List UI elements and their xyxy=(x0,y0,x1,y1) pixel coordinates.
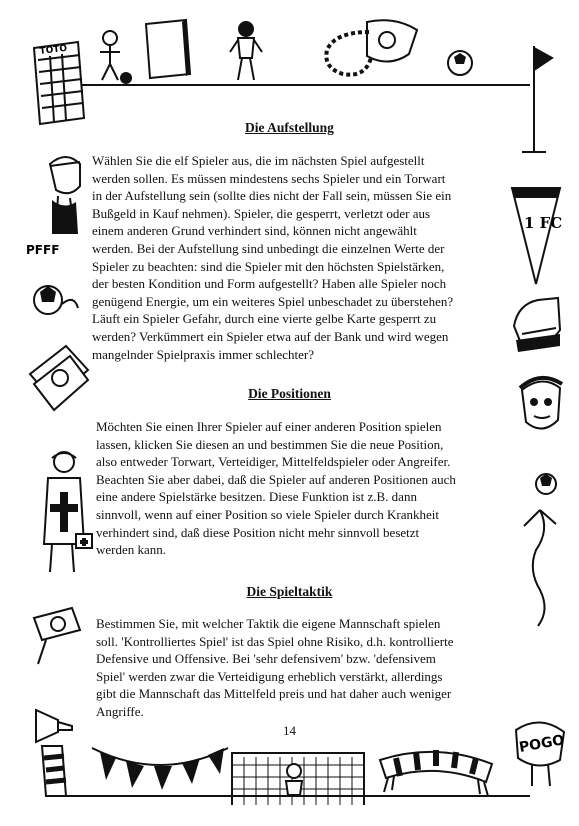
pogo-label: POGO xyxy=(517,732,566,756)
red-card-icon xyxy=(142,18,194,80)
text-line: mangelnder Spielpraxis immer schlechter? xyxy=(92,346,315,362)
scarf-icon xyxy=(376,742,496,806)
medic-icon xyxy=(36,448,96,578)
section-title-positionen: Die Positionen xyxy=(248,386,331,401)
text-line: werden? Verkümmert ein Spieler etwa auf der Bank und wird wegen xyxy=(92,328,449,344)
text-line: Bußgeld in Kauf nehmen). Spieler, die gesperrt, verletzt oder aus xyxy=(92,205,431,221)
corner-flag-icon xyxy=(518,40,558,160)
text-line: eine andere Spielstärke besitzen. Diese Funktion ist z.B. dann xyxy=(96,489,417,505)
whistle-icon xyxy=(305,12,425,84)
text-line: soll. 'Kontrolliertes Spiel' ist das Spiel ohne Risiko, d.h. kontrollierte xyxy=(96,633,454,649)
pogo-sign-icon xyxy=(510,690,570,790)
section-title-spieltaktik: Die Spieltaktik xyxy=(246,584,333,599)
pennant-icon xyxy=(508,180,564,290)
text-line: Spiel' werden zwar die Verteidigung erheblich verstärkt, allerdings xyxy=(96,668,443,684)
toto-slip-icon xyxy=(28,38,88,126)
text-line: gibt die Mannschaft das Mittelfeld preis und hat daher auch weniger xyxy=(96,686,452,702)
text-line: sinnvoll, wenn auf einer Position so viele Spieler durch Krankheit xyxy=(96,506,439,522)
player-icon xyxy=(90,28,134,86)
player-face-icon xyxy=(512,370,568,450)
text-line: einem anderen Grund verhindert sind, können nicht angewählt xyxy=(92,223,417,239)
text-line: verhindert sind, daß diese Position nicht mehr sinnvoll besetzt xyxy=(96,524,420,540)
text-line: Möchten Sie einen Ihrer Spieler auf einer anderen Position spielen xyxy=(96,419,442,434)
horn-icon xyxy=(32,700,88,800)
text-line: der besten Kondition und Form aufgestellt? Haben alle Spieler noch xyxy=(92,276,447,292)
text-line: lassen, klicken Sie diesen an und bestimmen Sie die neue Position, xyxy=(96,436,444,452)
text-line: Defensive und Offensive. Bei 'sehr defensivem' bzw. 'defensivem xyxy=(96,651,436,667)
pfff-ball-icon xyxy=(26,234,84,320)
text-line: Bestimmen Sie, mit welcher Taktik die eigene Mannschaft spielen xyxy=(96,616,441,631)
pennant-label: 1 FC xyxy=(524,214,563,232)
text-line: werden. Bei der Aufstellung sind unbedingt die einzelnen Werte der xyxy=(92,240,445,256)
text-line: Spieler zu beachten: sind die Spieler mit den höchsten Spielstärken, xyxy=(92,258,445,274)
camera-icon xyxy=(28,600,88,666)
fan-head-icon xyxy=(40,150,88,240)
section-title-aufstellung: Die Aufstellung xyxy=(245,120,334,135)
bunting-icon xyxy=(90,742,230,802)
text-line: also entweder Torwart, Verteidiger, Mittelfeldspieler oder Angreifer. xyxy=(96,454,451,470)
referee-icon xyxy=(226,20,266,84)
text-line: Wählen Sie die elf Spieler aus, die im nächsten Spiel aufgestellt xyxy=(92,153,425,168)
football-boot-icon xyxy=(508,290,566,360)
goal-icon xyxy=(228,745,368,811)
money-icon xyxy=(26,344,92,416)
section-body-aufstellung xyxy=(92,152,505,363)
ball-icon xyxy=(445,48,475,78)
text-line: Beachten Sie aber dabei, daß die Spieler auf anderen Positionen auch xyxy=(96,471,456,487)
text-line: genügend Energie, um ein weiteres Spiel unbeschadet zu überstehen? xyxy=(92,293,454,309)
toto-label: TOTO xyxy=(39,43,68,57)
text-line: Angriffe. xyxy=(96,703,144,719)
text-line: werden kann. xyxy=(96,542,167,558)
pfff-label: PFFF xyxy=(26,243,60,257)
falling-player-icon xyxy=(510,470,570,630)
section-body-spieltaktik xyxy=(96,615,502,721)
section-body-positionen xyxy=(96,418,504,559)
text-line: in der Aufstellung sein (sollte dies nicht der Fall sein, müssen Sie ein xyxy=(92,188,452,204)
text-line: werden sollen. Es müssen mindestens sechs Spieler und ein Torwart xyxy=(92,170,446,186)
page-number: 14 xyxy=(283,723,296,738)
text-line: Läuft ein Spieler Gefahr, durch eine vierte gelbe Karte gesperrt zu xyxy=(92,311,437,327)
